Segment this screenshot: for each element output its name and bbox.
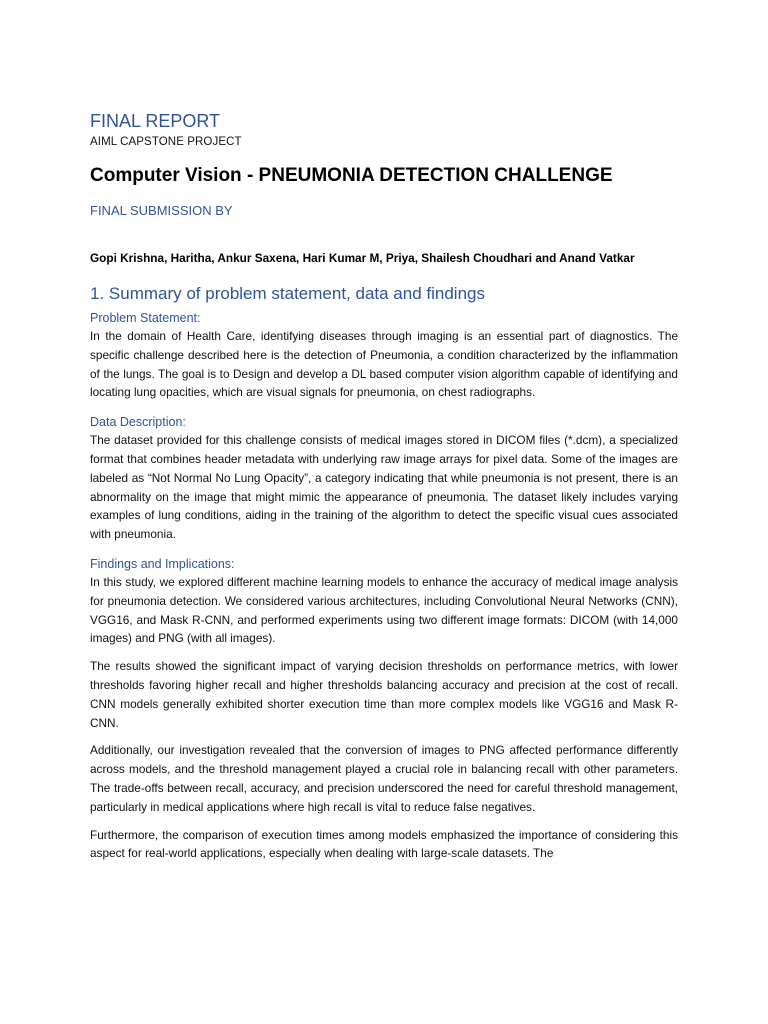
- problem-statement-heading: Problem Statement:: [90, 311, 201, 325]
- data-description-text: The dataset provided for this challenge consists of medical images stored in DICOM files (*.dcm), a specialized format that combines header metadata with underlying raw image arrays for pixel data. Some of the images are labeled as “Not Normal No Lung Opacity”, a category indicating that while pneumonia is not present, there is an abnormality on the image that might mimic the appearance of pneumonia. The dataset likely includes varying examples of lung conditions, aiding in the training of the algorithm to detect the specific visual cues associated with pneumonia.: [90, 433, 678, 542]
- authors-list: Gopi Krishna, Haritha, Ankur Saxena, Hari Kumar M, Priya, Shailesh Choudhari and Anand Vatkar: [90, 251, 635, 265]
- data-description-heading: Data Description:: [90, 415, 186, 430]
- findings-heading: Findings and Implications:: [90, 556, 235, 571]
- findings-paragraph: Furthermore, the comparison of execution times among models emphasized the importance of considering this aspect for real-world applications, especially when dealing with large-scale datasets. The: [90, 827, 678, 861]
- document-title: Computer Vision - PNEUMONIA DETECTION CHALLENGE: [90, 165, 613, 186]
- findings-paragraph: Additionally, our investigation revealed that the conversion of images to PNG affected performance differently across models, and the threshold management played a crucial role in balancing recall with other parameters. The trade-offs between recall, accuracy, and precision underscored the need for careful threshold management, particularly in medical applications where high recall is vital to reduce false negatives.: [90, 743, 678, 814]
- submission-label: FINAL SUBMISSION BY: [90, 203, 233, 218]
- findings-paragraph: The results showed the significant impact of varying decision thresholds on performance metrics, with lower thresholds favoring higher recall and higher thresholds balancing accuracy and precision at the cost of recall. CNN models generally exhibited shorter execution time than more complex models like VGG16 and Mask R-CNN.: [90, 659, 678, 730]
- problem-statement-text: In the domain of Health Care, identifying diseases through imaging is an essential part of diagnostics. The specific challenge described here is the detection of Pneumonia, a condition characterized by the inflammation of the lungs. The goal is to Design and develop a DL based computer vision algorithm capable of identifying and locating lung opacities, which are visual signals for pneumonia, on chest radiographs.: [90, 329, 678, 400]
- page-content: [90, 108, 678, 863]
- project-name: AIML CAPSTONE PROJECT: [90, 136, 242, 148]
- report-title: FINAL REPORT: [90, 111, 221, 131]
- findings-paragraph: In this study, we explored different machine learning models to enhance the accuracy of medical image analysis for pneumonia detection. We considered various architectures, including Convolutional Neural Networks (CNN), VGG16, and Mask R-CNN, and performed experiments using two different image formats: DICOM (with 14,000 images) and PNG (with all images).: [90, 574, 678, 646]
- section-heading-summary: 1. Summary of problem statement, data and findings: [90, 284, 485, 303]
